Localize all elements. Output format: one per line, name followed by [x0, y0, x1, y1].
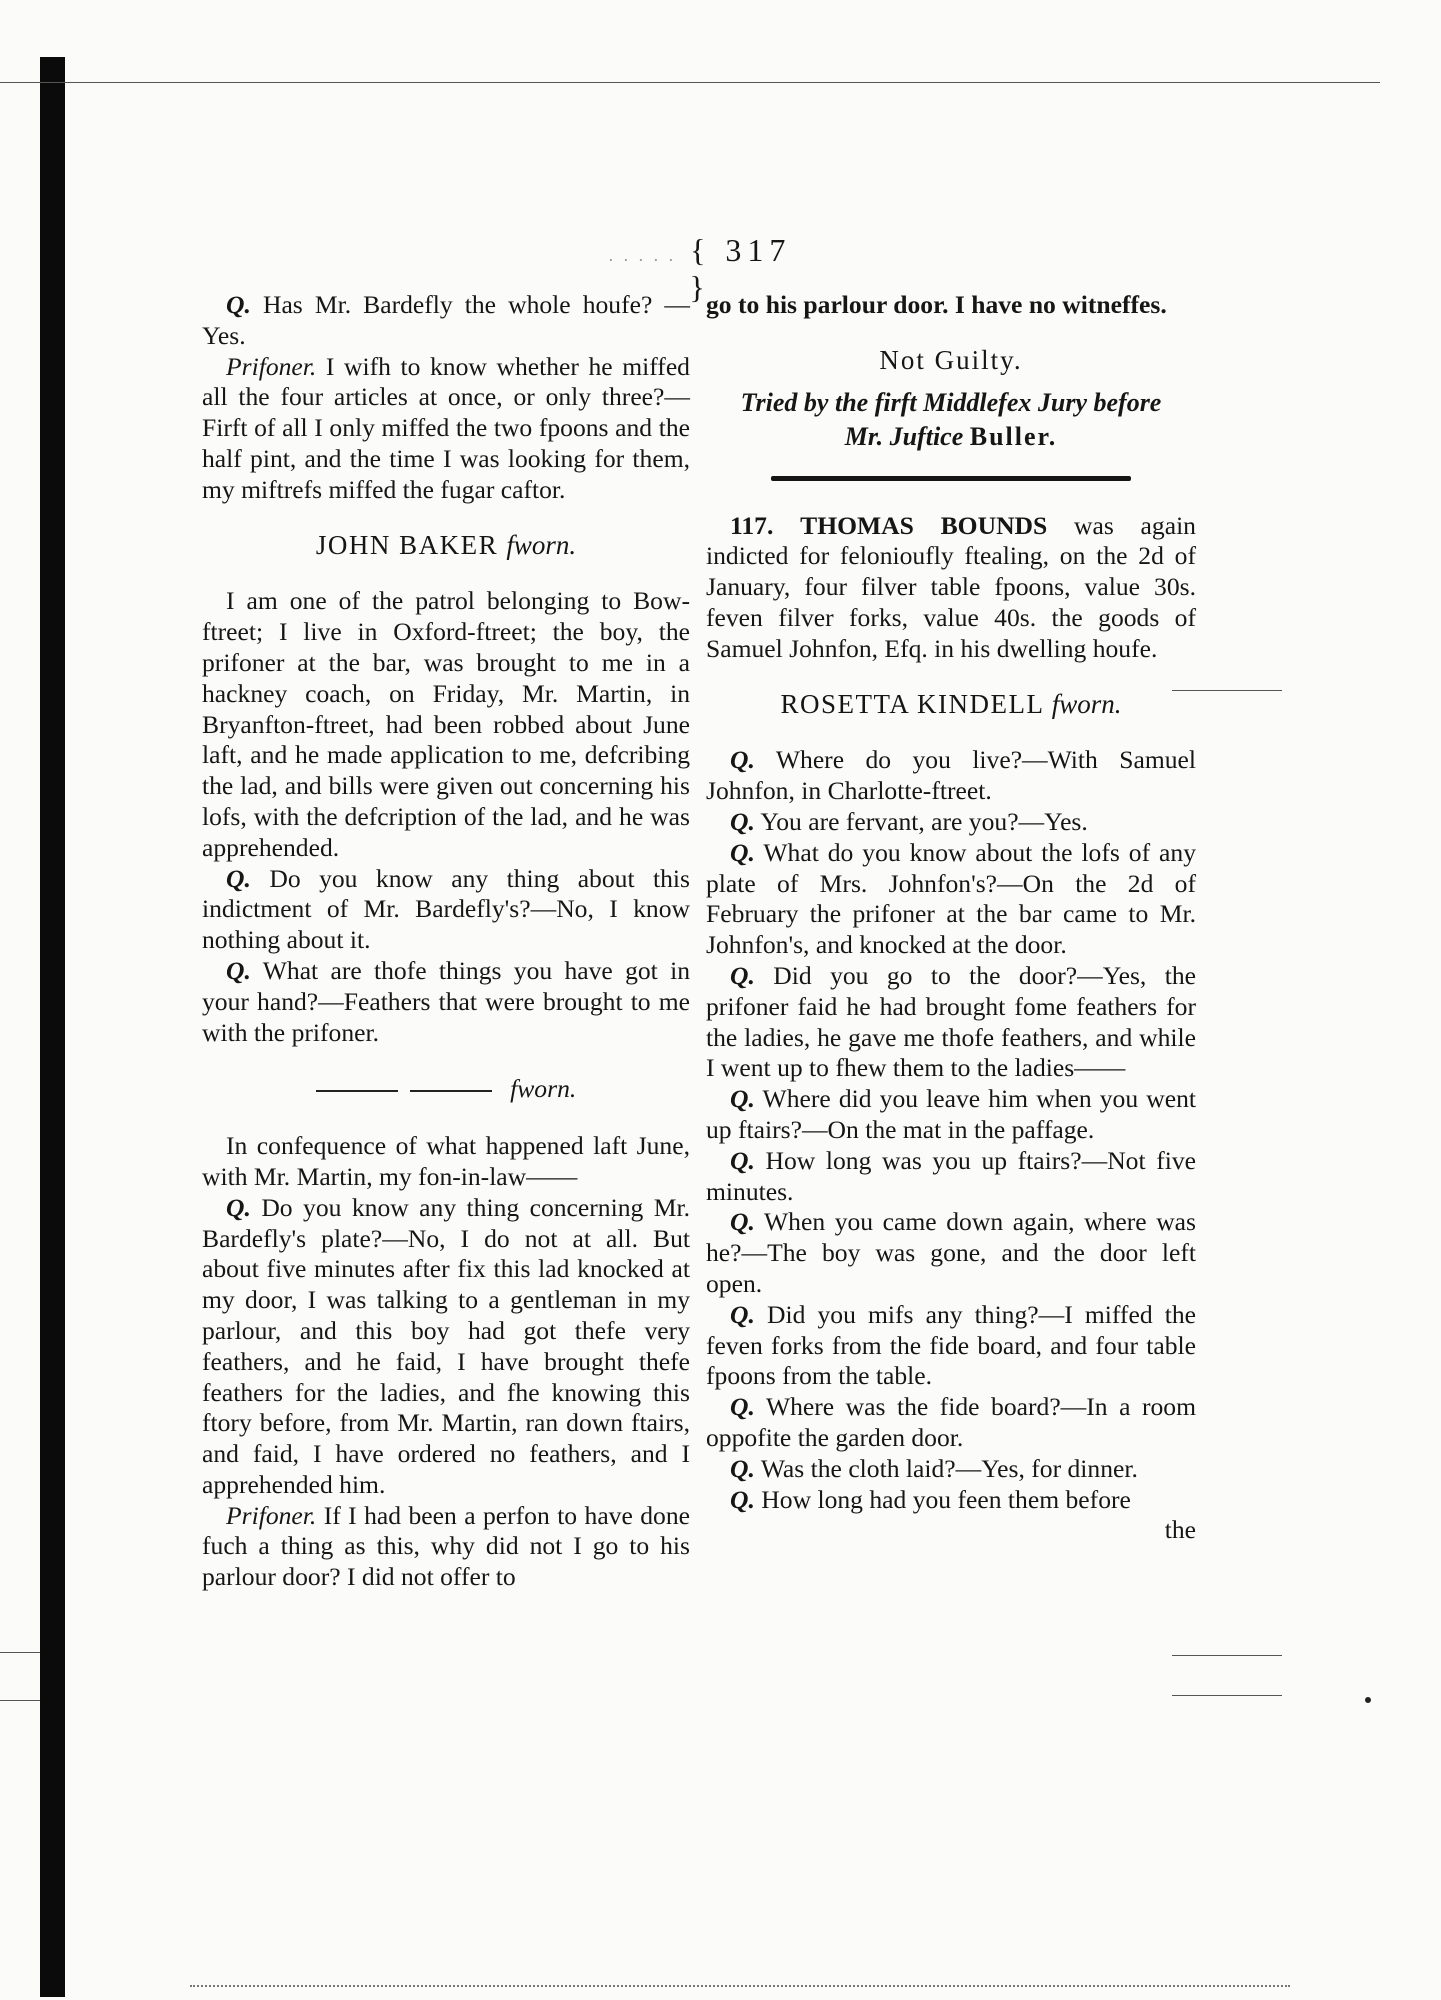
qa-paragraph: Q. How long had you feen them before [730, 1484, 1131, 1514]
right-margin-mark-3 [1172, 1695, 1282, 1696]
case-117-paragraph: 117. THOMAS BOUNDS was again indicted for felonioufly ftealing, on the 2d of January, four filver table fpoons, value 30s. feven filver forks, value 40s. the goods of Samuel Johnfon, Efq. in his dwelling houfe. [706, 510, 1196, 663]
bottom-scan-noise [190, 1985, 1290, 1990]
witness-heading-rosetta-kindell: ROSETTA KINDELL fworn. [780, 688, 1122, 719]
qa-paragraph: Q. Where was the fide board?—In a room oppofite the garden door. [706, 1392, 1197, 1452]
qa-paragraph: Q. Where did you leave him when you went up ftairs?—On the mat in the paffage. [706, 1084, 1196, 1144]
left-paragraph-2: Prifoner. I wifh to know whether he miffed all the four articles at once, or only three?—Firft of all I only miffed the two fpoons and the half pint, and the time I was looking for them, my miftrefs miffed the fugar caftor. [202, 351, 690, 504]
right-continuation: go to his parlour door. I have no witneffes. [706, 290, 1167, 319]
right-margin-mark-2 [1172, 1655, 1282, 1656]
side-scan-line-upper [0, 1652, 40, 1653]
left-paragraph-1: Q. Has Mr. Bardefly the whole houfe? —Yes. [202, 290, 691, 350]
left-paragraph-8: Prifoner. If I had been a perfon to have done fuch a thing as this, why did not I go to his parlour door? I did not offer to [202, 1500, 690, 1592]
qa-paragraph: Q. Did you mifs any thing?—I miffed the feven forks from the fide board, and four table fpoons from the table. [706, 1299, 1196, 1391]
tried-by-line: Tried by the firft Middlefex Jury before Mr. Juftice Buller. [740, 387, 1162, 451]
qa-paragraph: Q. What do you know about the lofs of any plate of Mrs. Johnfon's?—On the 2d of February the prifoner at the bar came to Mr. Johnfon's, and knocked at the door. [706, 837, 1196, 960]
left-paragraph-3: I am one of the patrol belonging to Bow-ftreet; I live in Oxford-ftreet; the boy, the prifoner at the bar, was brought to me in a hackney coach, on Friday, Mr. Martin, in Bryanfton-ftreet, had been robbed about June laft, and he made application to me, defcribing the lad, and bills were given out concerning his lofs, with the defcription of the lad, and he was apprehended. [202, 586, 690, 862]
left-paragraph-5: Q. What are thofe things you have got in your hand?—Feathers that were brought to me with the prifoner. [202, 955, 690, 1047]
qa-paragraph: Q. Where do you live?—With Samuel Johnfon, in Charlotte-ftreet. [706, 745, 1196, 806]
right-column [706, 290, 1196, 1546]
book-binding-shadow [40, 57, 65, 1997]
qa-paragraph: Q. How long was you up ftairs?—Not five minutes. [706, 1145, 1196, 1206]
left-paragraph-7: Q. Do you know any thing concerning Mr. Bardefly's plate?—No, I do not at all. But about five minutes after fix this lad knocked at my door, I was talking to a gentleman in my parlour, and this boy had got thefe very feathers, and he faid, I have brought thefe feathers for the ladies, and fhe knowing this ftory before, from Mr. Martin, ran down ftairs, and faid, I have ordered no feathers, and I apprehended him. [202, 1192, 690, 1499]
left-paragraph-4: Q. Do you know any thing about this indictment of Mr. Bardefly's?—No, I know nothing about it. [202, 863, 690, 955]
witness-heading-unnamed: fworn. [202, 1074, 690, 1105]
case-separator [771, 476, 1131, 481]
left-column [202, 290, 690, 1593]
margin-speck [1365, 1697, 1371, 1703]
blank-name-dash [410, 1090, 492, 1092]
verdict: Not Guilty. [879, 344, 1023, 375]
qa-paragraph: Q. Did you go to the door?—Yes, the prifoner faid he had brought fome feathers for the ladies, he gave me thofe feathers, and while I went up to fhew them to the ladies—— [706, 960, 1196, 1083]
left-paragraph-6: In confequence of what happened laft June, with Mr. Martin, my fon-in-law—— [202, 1131, 690, 1191]
catchword: the [1164, 1515, 1196, 1545]
top-scan-line [0, 82, 1380, 83]
witness-heading-john-baker: JOHN BAKER fworn. [315, 529, 577, 560]
qa-paragraph: Q. When you came down again, where was he?—The boy was gone, and the door left open. [706, 1207, 1196, 1298]
qa-paragraph: Q. Was the cloth laid?—Yes, for dinner. [730, 1453, 1138, 1483]
page-header: . . . . . { 317 } [608, 232, 792, 305]
header-dots-left: . . . . . [608, 245, 677, 265]
side-scan-line-lower [0, 1700, 40, 1701]
blank-name-dash [316, 1090, 398, 1092]
qa-paragraph: Q. You are fervant, are you?—Yes. [730, 806, 1088, 836]
page-number: 317 [725, 232, 792, 268]
